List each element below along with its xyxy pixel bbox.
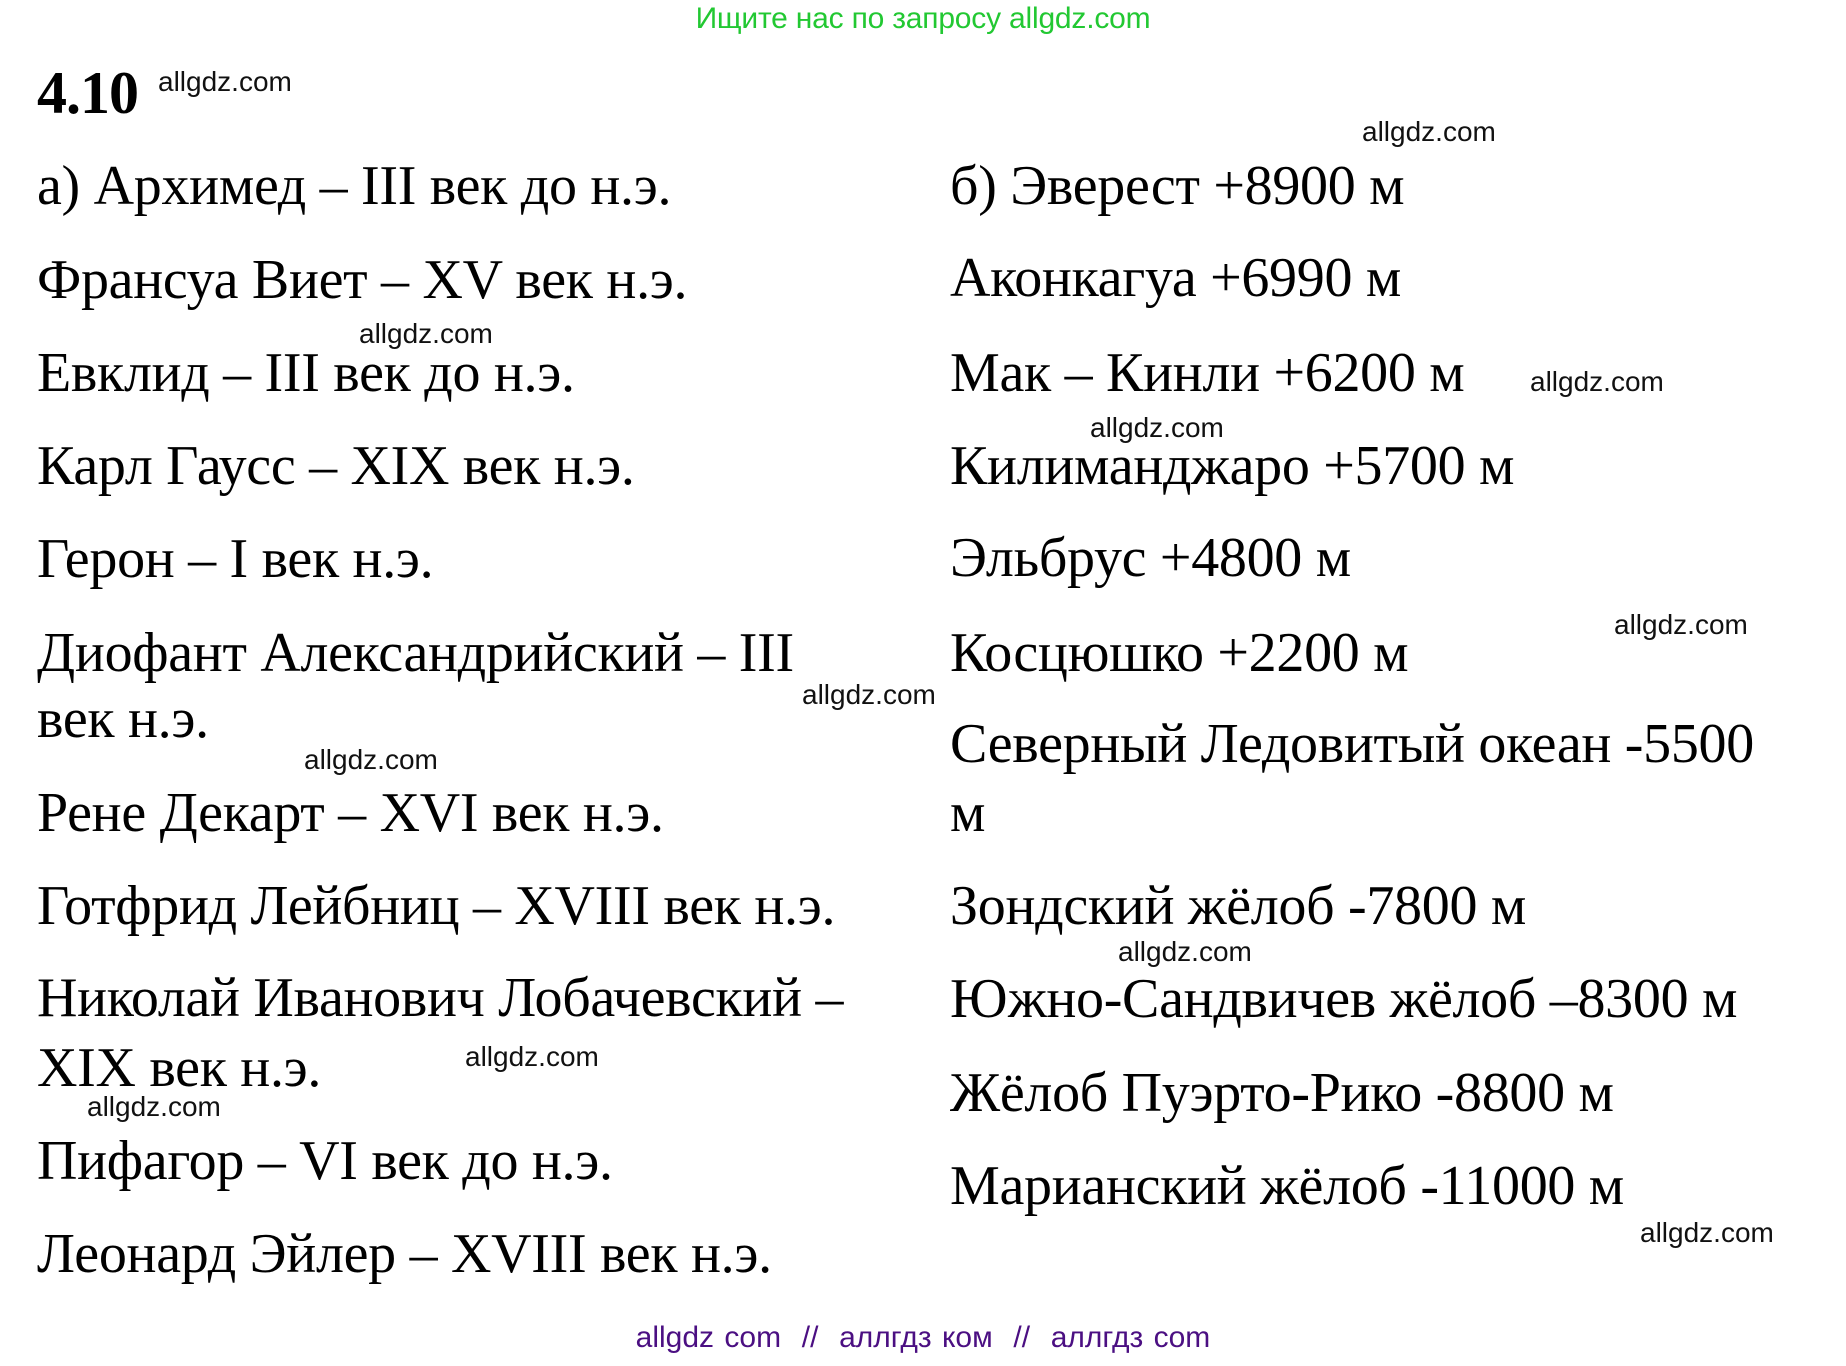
list-item: Эльбрус +4800 м <box>950 527 1351 589</box>
list-item-continuation: век н.э. <box>37 688 209 750</box>
footer-site-links: allgdz com // аллгдз ком // аллгдз com <box>635 1321 1211 1354</box>
list-item-continuation: м <box>950 782 986 844</box>
list-item: Диофант Александрийский – III <box>37 622 794 684</box>
list-item: Леонард Эйлер – XVIII век н.э. <box>37 1223 772 1285</box>
list-item: Косцюшко +2200 м <box>950 622 1409 684</box>
watermark: allgdz.com <box>87 1091 221 1122</box>
watermark: allgdz.com <box>1090 412 1224 443</box>
list-item: Северный Ледовитый океан -5500 <box>950 713 1754 775</box>
list-item: Николай Иванович Лобачевский – <box>37 967 844 1029</box>
watermark: allgdz.com <box>1530 366 1664 397</box>
watermark: allgdz.com <box>1118 936 1252 967</box>
list-item: Жёлоб Пуэрто-Рико -8800 м <box>950 1062 1614 1124</box>
watermark: allgdz.com <box>1614 609 1748 640</box>
list-item: Килиманджаро +5700 м <box>950 435 1515 497</box>
watermark: allgdz.com <box>465 1041 599 1072</box>
list-item: Карл Гаусс – XIX век н.э. <box>37 435 635 497</box>
list-item: Рене Декарт – XVI век н.э. <box>37 782 664 844</box>
list-item: Пифагор – VI век до н.э. <box>37 1130 613 1192</box>
watermark: allgdz.com <box>1362 116 1496 147</box>
list-item: а) Архимед – III век до н.э. <box>37 155 672 217</box>
list-item: Герон – I век н.э. <box>37 528 434 590</box>
list-item: Евклид – III век до н.э. <box>37 342 575 404</box>
list-item: Южно-Сандвичев жёлоб –8300 м <box>950 968 1738 1030</box>
list-item: Франсуа Виет – XV век н.э. <box>37 249 688 311</box>
watermark: allgdz.com <box>304 744 438 775</box>
list-item: Готфрид Лейбниц – XVIII век н.э. <box>37 875 836 937</box>
list-item: б) Эверест +8900 м <box>950 155 1405 217</box>
list-item: Мак – Кинли +6200 м <box>950 342 1465 404</box>
list-item: Аконкагуа +6990 м <box>950 247 1401 309</box>
list-item: Марианский жёлоб -11000 м <box>950 1155 1624 1217</box>
exercise-number: 4.10 <box>37 60 138 126</box>
watermark: allgdz.com <box>802 679 936 710</box>
watermark: allgdz.com <box>359 318 493 349</box>
list-item: Зондский жёлоб -7800 м <box>950 875 1526 937</box>
list-item-continuation: XIX век н.э. <box>37 1037 322 1099</box>
search-hint-banner: Ищите нас по запросу allgdz.com <box>695 2 1151 35</box>
watermark: allgdz.com <box>158 66 292 97</box>
watermark: allgdz.com <box>1640 1217 1774 1248</box>
